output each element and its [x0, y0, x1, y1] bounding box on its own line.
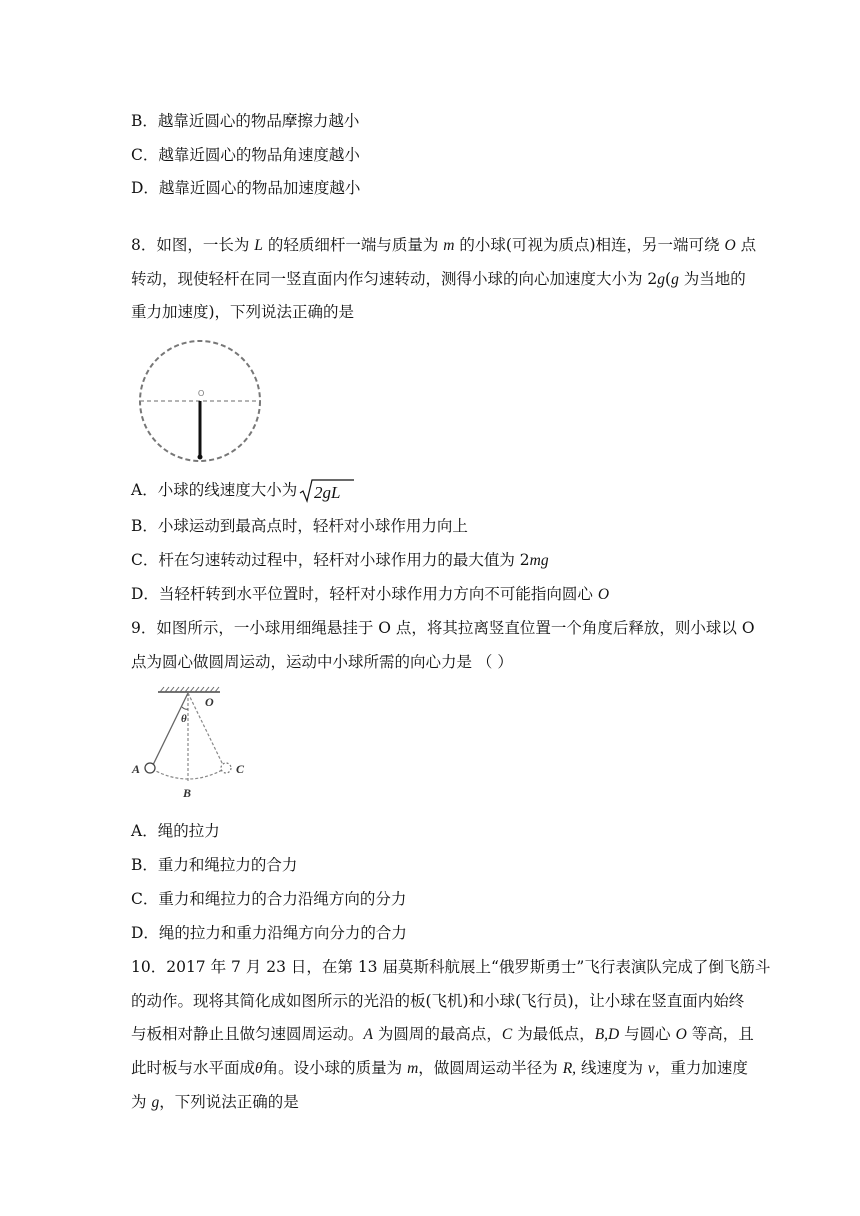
- q9-option-a: A．绳的拉力: [131, 822, 220, 840]
- q7-option-c: C．越靠近圆心的物品角速度越小: [131, 146, 360, 164]
- q8-stem-line2: 转动，现使轻杆在同一竖直面内作匀速转动，测得小球的向心加速度大小为 2g(g 为当地的: [131, 270, 746, 288]
- q8-option-d: D．当轻杆转到水平位置时，轻杆对小球作用力方向不可能指向圆心 O: [131, 585, 610, 603]
- q10-stem-line1: 10．2017 年 7 月 23 日，在第 13 届莫斯科航展上“俄罗斯勇士”飞行表演队完成了倒飞筋斗: [131, 958, 771, 976]
- q10-stem-line2: 的动作。现将其简化成如图所示的光沿的板(飞机)和小球(飞行员)，让小球在竖直面内始终: [131, 992, 745, 1010]
- q10-stem-line4: 此时板与水平面成θ角。设小球的质量为 m，做圆周运动半径为 R, 线速度为 v，重力加速度: [131, 1059, 748, 1077]
- q9-option-c: C．重力和绳拉力的合力沿绳方向的分力: [131, 890, 407, 908]
- q8-option-b: B．小球运动到最高点时，轻杆对小球作用力向上: [131, 517, 468, 535]
- q9-label-a: A: [132, 762, 141, 776]
- q9-stem-line1: 9．如图所示，一小球用细绳悬挂于 O 点，将其拉离竖直位置一个角度后释放，则小球以 O: [131, 619, 755, 637]
- q8-option-c: C．杆在匀速转动过程中，轻杆对小球作用力的最大值为 2mg: [131, 551, 549, 569]
- sqrt-expression: [299, 478, 355, 504]
- q10-stem-line5: 为 g，下列说法正确的是: [131, 1093, 299, 1111]
- q9-label-o: O: [205, 695, 214, 709]
- q9-option-b: B．重力和绳拉力的合力: [131, 856, 298, 874]
- q10-stem-line3: 与板相对静止且做匀速圆周运动。A 为圆周的最高点，C 为最低点，B,D 与圆心 O 等高，且: [131, 1025, 754, 1043]
- q9-label-c: C: [236, 762, 245, 776]
- q9-stem-line2: 点为圆心做圆周运动，运动中小球所需的向心力是 （ ）: [131, 653, 513, 671]
- q7-option-b: B．越靠近圆心的物品摩擦力越小: [131, 112, 360, 130]
- q8-option-a: A．小球的线速度大小为 2gL: [131, 477, 355, 504]
- q8-stem-line1: 8．如图，一长为 L 的轻质细杆一端与质量为 m 的小球(可视为质点)相连，另一端可绕 O 点: [131, 236, 757, 254]
- q8-figure-label-o: O: [198, 389, 205, 398]
- q7-option-d: D．越靠近圆心的物品加速度越小: [131, 179, 361, 197]
- svg-text:2gL: 2gL: [314, 483, 341, 502]
- q9-label-b: B: [183, 786, 192, 800]
- q9-option-d: D．绳的拉力和重力沿绳方向分力的合力: [131, 924, 407, 942]
- q8-figure: [136, 336, 266, 466]
- q9-label-theta: θ: [181, 713, 187, 725]
- q9-figure: [130, 685, 260, 805]
- q8-stem-line3: 重力加速度)，下列说法正确的是: [131, 303, 355, 321]
